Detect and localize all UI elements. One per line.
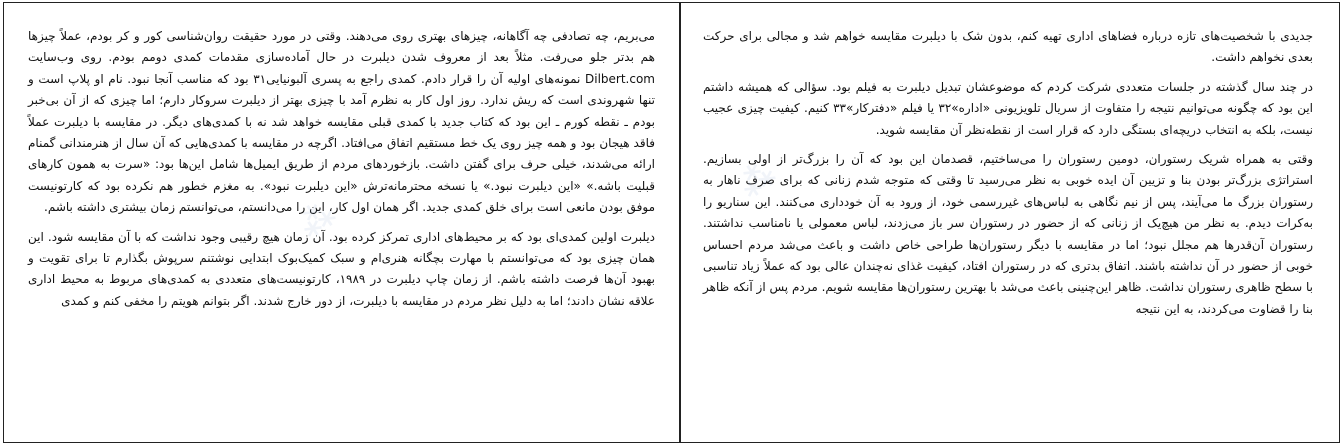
left-page-column [4, 3, 677, 442]
page-spread [3, 2, 1340, 443]
left-paragraph-1: می‌بریم، چه تصادفی چه آگاهانه، چیزهای بهتری روی می‌دهند. وقتی در مورد حقیقت روان‌شناسی کور و کر بودم، عملاً چیزها هم بدتر جلو می‌رفت. مثلاً بعد از معروف شدن دیلبرت در حال آماده‌سازی مقدمات کمدی دومم بودم. روی وب‌سایت Dilbert.com نمونه‌های اولیه آن را قرار دادم. کمدی راجع به پسری آلبونیایی۳۱ بود که مناسب آنجا نبود. نام او پلاپ است و تنها شهروندی است که ریش ندارد. روز اول کار به نظرم آمد با چیزی بهتر از دیلبرت سروکار دارم؛ اما چیزی که از آن بی‌خبر بودم ـ نقطه کورم ـ این بود که کتاب جدید با کمدی قبلی مقایسه خواهد شد نه با کمدی‌های دیگر. در مقایسه با دیلبرت عملاً فاقد هیجان بود و همه چیز روی یک خط مستقیم اتفاق می‌افتاد. اگرچه در مقایسه با کمدی‌هایی که آن سال از هنرمندانی گمنام ارائه می‌شدند، خیلی حرف برای گفتن داشت. بازخوردهای مردم از طریق ایمیل‌ها شامل این‌ها بود: «سرت به همون کارهای قبلیت باشه.» «این دیلبرت نبود.» یا نسخه محترمانه‌ترش «این دیلبرت نبود». به مغزم خطور هم نکرده بود که کارتونیست موفق بودن مانعی است برای خلق کمدی جدید. اگر همان اول کار، این را می‌دانستم، می‌توانستم زمان بیشتری داشته باشم. [28, 29, 655, 215]
right-paragraph-2: در چند سال گذشته در جلسات متعددی شرکت کردم که موضوعشان تبدیل دیلبرت به فیلم بود. سؤالی که همیشه داشتم این بود که چگونه می‌توانیم نتیجه را متفاوت از سریال تلویزیونی «اداره»۳۲ یا فیلم «دفترکار»۳۳ کنیم. کیفیت چیزی عجیب نیست، بلکه به انتخاب دریچه‌ای بستگی دارد که قرار است از نقطه‌نظر آن مقایسه شوید. [703, 79, 1313, 137]
right-page-column [679, 3, 1339, 442]
right-paragraph-1: جدیدی با شخصیت‌های تازه درباره فضاهای اداری تهیه کنم، بدون شک با دیلبرت مقایسه خواهم شد و مجالی برای حرکت بعدی نخواهم داشت. [703, 29, 1313, 65]
right-paragraph-3: وقتی به همراه شریک رستوران، دومین رستوران را می‌ساختیم، قصدمان این بود که آن را بزرگ‌تر از اولی بسازیم. استراتژی بزرگ‌تر بودن بنا و تزیین آن ایده خوبی به نظر می‌رسید تا وقتی که متوجه شدم زنانی که برای صرف ناهار به رستوران بزرگ ما می‌آیند، پس از نیم نگاهی به لباس‌های غیررسمی خود، از ورود به آن خودداری می‌کنند. این سناریو را به‌کرات دیدم. به نظر من هیچ‌یک از زنانی که از حضور در رستوران سر باز می‌زدند، لباس معمولی یا نامناسب نداشتند. رستوران آن‌قدرها هم مجلل نبود؛ اما در مقایسه با دیگر رستوران‌ها طراحی خاص داشت و باعث می‌شد مردم احساس خوبی از حضور در آن نداشته باشند. اتفاق بدتری که در رستوران افتاد، کیفیت غذای نه‌چندان عالی بود که عملاً زیاد تناسبی با سطح ظاهری رستوران نداشت. ظاهر این‌چنینی باعث می‌شد با بهترین رستوران‌ها مقایسه شویم. مردم پس از آنکه ظاهر بنا را قضاوت می‌کردند، به این نتیجه [703, 152, 1313, 316]
left-paragraph-2: دیلبرت اولین کمدی‌ای بود که بر محیط‌های اداری تمرکز کرده بود. آن زمان هیچ رقیبی وجود نداشت که با آن مقایسه شود. این همان چیزی بود که می‌توانستم با مهارت بچگانه هنری‌ام و سبک کمیک‌بوک ابتدایی نوشتنم سرپوش بگذارم تا برای تقویت و بهبود آن‌ها فرصت داشته باشم. از زمان چاپ دیلبرت در ۱۹۸۹، کارتونیست‌های متعددی به کمدی‌های مربوط به محیط اداری علاقه نشان دادند؛ اما به دلیل نظر مردم در مقایسه با دیلبرت، از دور خارج شدند. اگر بتوانم هویتم را مخفی کنم و کمدی [28, 229, 655, 308]
